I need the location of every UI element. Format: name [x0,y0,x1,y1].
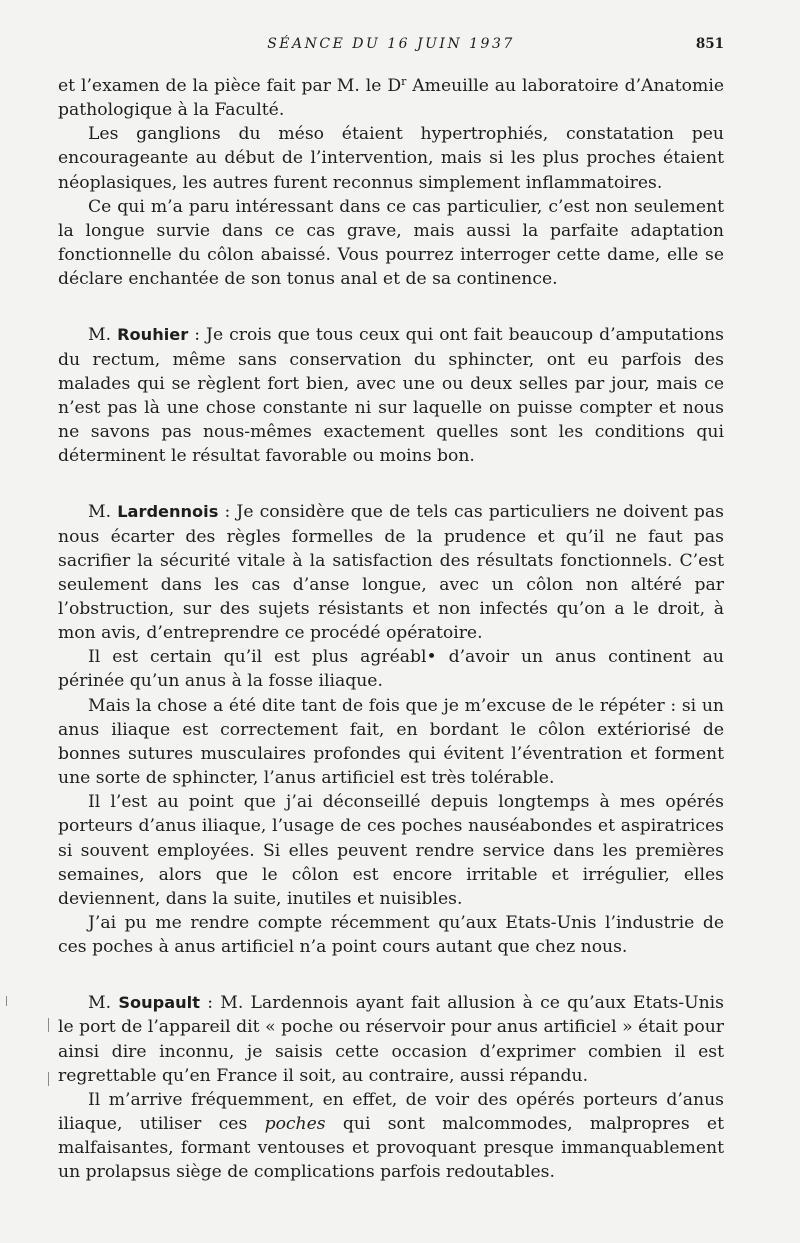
paragraph-text: : Je crois que tous ceux qui ont fait beaucoup d’amputations du rectum, même sans conservation du sphincter, ont eu parfois des malades qui se règlent fort bien, avec une ou deux selles par jour, mais ce n’est pas là une chose constante ni sur laquelle on puisse compter et nous ne savons pas nous-mêmes exactement quelles sont les conditions qui déterminent le résultat favorable ou moins bon. [58,325,724,467]
page-header [58,36,724,58]
margin-mark [48,1072,49,1086]
speaker-name: Soupault [118,993,200,1013]
superscript: r [401,75,407,88]
body-text [58,74,724,1185]
speaker-title: M. [88,993,112,1014]
speaker-paragraph-soupault [58,991,724,1088]
paragraph [58,1088,724,1185]
page-number: 851 [695,36,724,52]
paragraph-continuation [58,74,724,122]
paragraph-text: Il m’arrive fréquemment, en effet, de voir des opérés porteurs d’anus iliaque, utiliser ces [58,1089,724,1135]
paragraph: Les ganglions du méso étaient hypertrophiés, constatation peu encourageante au début de l’intervention, mais si les plus proches étaient néoplasiques, les autres furent reconnus simplement inflammatoires. [58,124,724,193]
speaker-title: M. [88,325,112,346]
margin-mark [6,996,7,1006]
running-title: SÉANCE DU 16 JUIN 1937 [267,36,515,52]
paragraph: Ce qui m’a paru intéressant dans ce cas particulier, c’est non seulement la longue survie dans ce cas grave, mais aussi la parfaite adaptation fonctionnelle du côlon abaissé. Vous pourrez interroger cette dame, elle se déclare enchantée de son tonus anal et de sa continence. [58,196,724,290]
paragraph: Il l’est au point que j’ai déconseillé depuis longtemps à mes opérés porteurs d’anus iliaque, l’usage de ces poches nauséabondes et aspiratrices si souvent employées. Si elles peuvent rendre service dans les premières semaines, alors que le côlon est encore irritable et irrégulier, elles deviennent, dans la suite, inutiles et nuisibles. [58,792,724,909]
paragraph: J’ai pu me rendre compte récemment qu’aux Etats-Unis l’industrie de ces poches à anus artificiel n’a point cours autant que chez nous. [58,913,724,958]
speaker-title: M. [88,502,112,523]
paragraph-text: et l’examen de la pièce fait par M. le D [58,76,402,96]
speaker-paragraph-lardennois [58,500,724,645]
speaker-name: Rouhier [117,325,189,345]
paragraph-text: : Je considère que de tels cas particuliers ne doivent pas nous écarter des règles formelles de la prudence et qu’il ne faut pas sacrifier la sécurité vitale à la satisfaction des résultats fonctionnels. C’est seulement dans les cas d’anse longue, avec un côlon non altéré par l’obstruction, sur des sujets résistants et non infectés qu’on a le droit, à mon avis, d’entreprendre ce procédé opératoire. [58,502,724,644]
italic-word: poches [264,1114,326,1135]
paragraph: Il est certain qu’il est plus agréabl• d’avoir un anus continent au périnée qu’un anus à la fosse iliaque. [58,647,724,692]
speaker-paragraph-rouhier [58,323,724,468]
paragraph-text: qui sont malcommodes, malpropres et malfaisantes, formant ventouses et provoquant presque immanquablement un prolapsus siège de complications parfois redoutables. [58,1114,724,1183]
speaker-name: Lardennois [117,502,219,522]
paragraph-text: : M. Lardennois ayant fait allusion à ce qu’aux Etats-Unis le port de l’appareil dit « poche ou réservoir pour anus artificiel » était pour ainsi dire inconnu, je saisis cette occasion d’exprimer combien il est regrettable qu’en France il soit, au contraire, aussi répandu. [58,993,724,1086]
margin-mark [48,1018,49,1032]
paragraph: Mais la chose a été dite tant de fois que je m’excuse de le répéter : si un anus iliaque est correctement fait, en bordant le côlon extériorisé de bonnes sutures musculaires profondes qui évitent l’éventration et forment une sorte de sphincter, l’anus artificiel est très tolérable. [58,695,724,789]
paragraph-text: Ameuille au laboratoire d’Anatomie pathologique à la Faculté. [58,76,724,121]
